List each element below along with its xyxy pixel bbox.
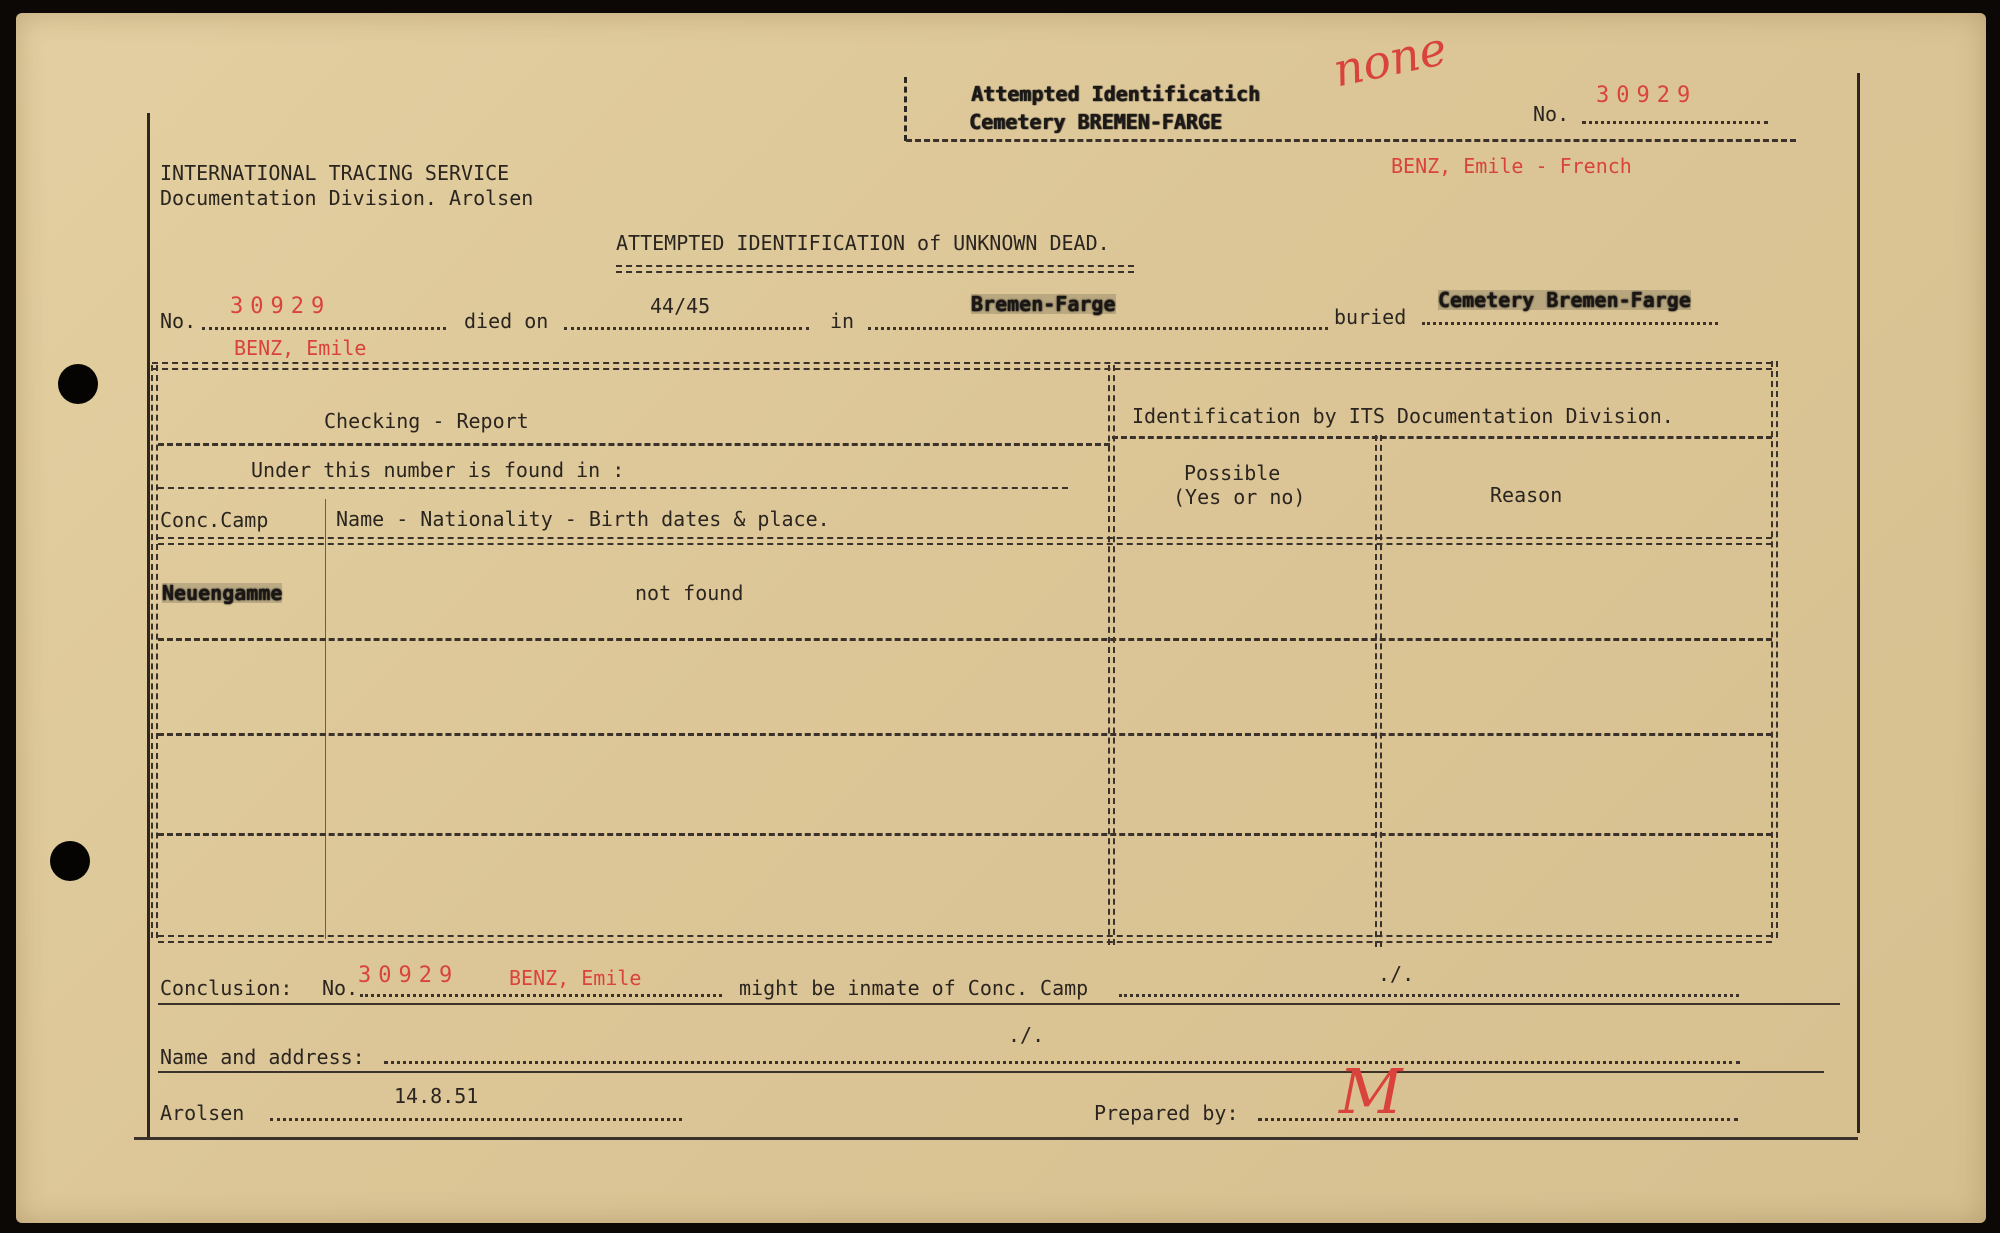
address-line bbox=[158, 1071, 1824, 1073]
record-no-dots bbox=[202, 327, 446, 330]
table-right-line bbox=[1771, 361, 1778, 938]
conclusion-no-label: No. bbox=[322, 976, 359, 1000]
row-separator-1 bbox=[158, 638, 1772, 641]
punch-hole bbox=[50, 841, 90, 881]
footer-date-dots bbox=[270, 1118, 682, 1121]
row-1-camp: Neuengamme bbox=[162, 581, 283, 605]
header-no-label: No. bbox=[1533, 102, 1570, 126]
conclusion-no-value: 30929 bbox=[358, 963, 460, 988]
conclusion-no-dots bbox=[360, 994, 722, 997]
conclusion-line bbox=[158, 1003, 1840, 1005]
buried-dots bbox=[1422, 322, 1718, 325]
address-label: Name and address: bbox=[160, 1045, 365, 1069]
record-name: BENZ, Emile bbox=[234, 336, 367, 360]
conclusion-camp-value: ./. bbox=[1378, 962, 1415, 986]
died-label: died on bbox=[464, 309, 549, 333]
row-separator-3 bbox=[158, 833, 1772, 836]
signature: M bbox=[1339, 1055, 1403, 1128]
record-no-label: No. bbox=[160, 309, 197, 333]
table-camp-line bbox=[325, 499, 326, 939]
checking-header-line bbox=[158, 443, 1110, 446]
stamp-line-1: Attempted Identificatich bbox=[971, 82, 1260, 106]
stamp-box-bottom bbox=[906, 139, 1796, 142]
under-number-line bbox=[158, 487, 1068, 489]
footer-place: Arolsen bbox=[160, 1101, 245, 1125]
died-value: 44/45 bbox=[650, 294, 711, 318]
prepared-by-dots bbox=[1258, 1118, 1738, 1121]
conclusion-camp-dots bbox=[1119, 994, 1739, 997]
row-separator-2 bbox=[158, 733, 1772, 736]
table-bottom-line bbox=[158, 935, 1772, 943]
yes-or-no-header: (Yes or no) bbox=[1173, 485, 1306, 509]
identification-header-line bbox=[1112, 436, 1772, 439]
stamp-box-left bbox=[904, 77, 907, 141]
table-possible-line bbox=[1375, 435, 1382, 947]
col-camp-header: Conc.Camp bbox=[160, 508, 269, 532]
col-name-header: Name - Nationality - Birth dates & place. bbox=[336, 507, 830, 531]
row-1-name: not found bbox=[635, 581, 744, 605]
died-dots bbox=[564, 327, 809, 330]
table-mid-line bbox=[1108, 365, 1115, 945]
document-card bbox=[16, 13, 1986, 1223]
in-value: Bremen-Farge bbox=[971, 292, 1116, 316]
checking-report-header: Checking - Report bbox=[324, 409, 529, 433]
address-dots bbox=[384, 1061, 1740, 1064]
in-dots bbox=[868, 327, 1328, 330]
person-top: BENZ, Emile - French bbox=[1391, 154, 1632, 178]
record-no-value: 30929 bbox=[230, 294, 332, 319]
buried-label: buried bbox=[1334, 305, 1407, 329]
left-border bbox=[147, 113, 150, 1139]
title-underline bbox=[616, 265, 1134, 273]
header-no-value: 30929 bbox=[1596, 83, 1698, 108]
under-number-text: Under this number is found in : bbox=[251, 458, 625, 482]
conclusion-label: Conclusion: bbox=[160, 976, 293, 1000]
header-no-dots bbox=[1582, 121, 1768, 124]
possible-header: Possible bbox=[1184, 461, 1281, 485]
table-left-line bbox=[151, 365, 158, 938]
buried-value: Cemetery Bremen-Farge bbox=[1438, 288, 1691, 312]
org-line-1: INTERNATIONAL TRACING SERVICE bbox=[160, 161, 510, 185]
footer-date: 14.8.51 bbox=[394, 1084, 479, 1108]
conclusion-name: BENZ, Emile bbox=[509, 966, 642, 990]
identification-header: Identification by ITS Documentation Division. bbox=[1132, 404, 1674, 428]
page-title: ATTEMPTED IDENTIFICATION of UNKNOWN DEAD. bbox=[616, 231, 1110, 255]
prepared-by-label: Prepared by: bbox=[1094, 1101, 1239, 1125]
reason-header: Reason bbox=[1490, 483, 1563, 507]
bottom-border bbox=[134, 1137, 1858, 1140]
handwritten-note: none bbox=[1328, 20, 1452, 98]
punch-hole bbox=[58, 364, 98, 404]
address-value: ./. bbox=[1008, 1023, 1045, 1047]
right-border bbox=[1857, 73, 1860, 1133]
table-header-separator bbox=[158, 537, 1772, 545]
might-be-text: might be inmate of Conc. Camp bbox=[739, 976, 1089, 1000]
in-label: in bbox=[830, 309, 855, 333]
org-line-2: Documentation Division. Arolsen bbox=[160, 186, 534, 210]
stamp-line-2: Cemetery BREMEN-FARGE bbox=[969, 110, 1222, 134]
table-top-line bbox=[152, 362, 1772, 370]
